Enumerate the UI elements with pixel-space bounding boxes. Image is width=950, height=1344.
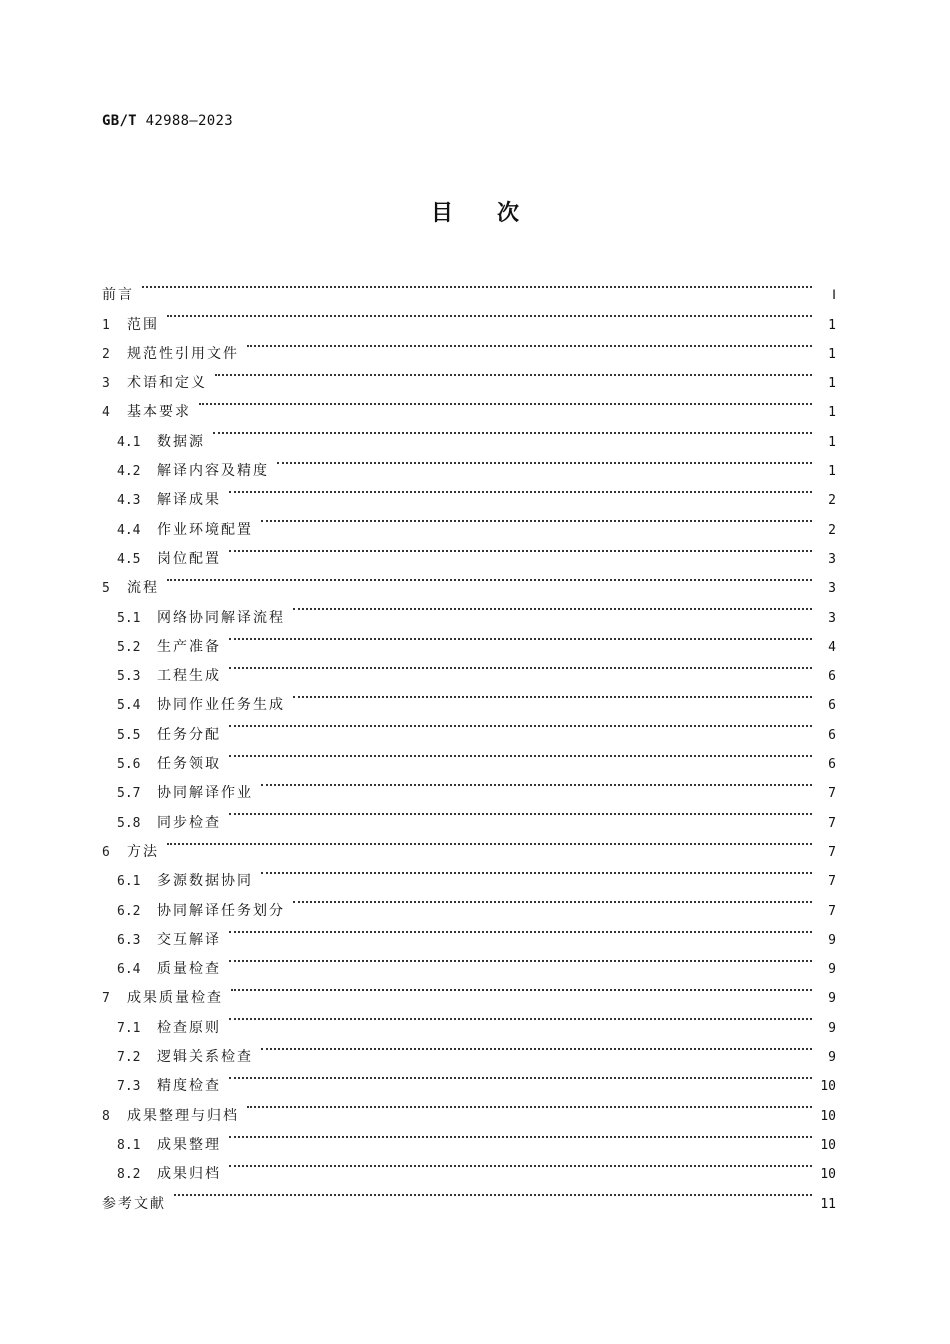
toc-entry-label: 范围 bbox=[127, 316, 159, 333]
toc-entry-page: 6 bbox=[828, 698, 836, 714]
toc-entry[interactable] bbox=[102, 299, 836, 333]
toc-entry-page: 1 bbox=[828, 434, 836, 450]
toc-entry-page: 3 bbox=[828, 581, 836, 597]
toc-entry-number: 1 bbox=[102, 317, 110, 333]
toc-entry-number: 5.8 bbox=[117, 815, 141, 831]
toc-leader-dots bbox=[247, 1090, 812, 1119]
toc-leader-dots bbox=[277, 446, 812, 475]
toc-entry-label: 逻辑关系检查 bbox=[157, 1049, 253, 1066]
toc-entry-page: 9 bbox=[828, 1020, 836, 1036]
toc-leader-dots bbox=[261, 1032, 812, 1061]
toc-entry-page: 10 bbox=[820, 1079, 836, 1095]
toc-entry-label: 网络协同解译流程 bbox=[157, 609, 285, 626]
toc-leader-dots bbox=[293, 592, 812, 621]
toc-leader-dots bbox=[261, 504, 812, 533]
toc-entry-number: 4.3 bbox=[117, 493, 141, 509]
toc-leader-dots bbox=[167, 827, 812, 856]
toc-leader-dots bbox=[293, 885, 812, 914]
standard-code bbox=[102, 113, 233, 129]
toc-entry-label: 工程生成 bbox=[157, 668, 221, 685]
toc-entry-page: 7 bbox=[828, 903, 836, 919]
toc-entry[interactable] bbox=[102, 1178, 836, 1212]
toc-entry-page: 9 bbox=[828, 962, 836, 978]
toc-leader-dots bbox=[199, 387, 812, 416]
toc-entry-label: 前言 bbox=[102, 287, 134, 304]
toc-entry-label: 成果质量检查 bbox=[127, 990, 223, 1007]
toc-leader-dots bbox=[229, 475, 812, 504]
toc-entry-label: 方法 bbox=[127, 843, 159, 860]
toc-entry-number: 6.2 bbox=[117, 903, 141, 919]
toc-entry-number: 8.1 bbox=[117, 1137, 141, 1153]
toc-entry[interactable] bbox=[102, 563, 836, 597]
toc-entry-label: 质量检查 bbox=[157, 961, 221, 978]
toc-entry-page: 10 bbox=[820, 1167, 836, 1183]
toc-entry-number: 5 bbox=[102, 581, 110, 597]
toc-entry-page: 2 bbox=[828, 493, 836, 509]
toc-entry-number: 2 bbox=[102, 346, 110, 362]
toc-entry-number: 8 bbox=[102, 1108, 110, 1124]
toc-entry-number: 7.3 bbox=[117, 1079, 141, 1095]
toc-entry-number: 4.5 bbox=[117, 551, 141, 567]
toc-entry-label: 数据源 bbox=[157, 433, 205, 450]
toc-leader-dots bbox=[167, 563, 812, 592]
toc-entry-label: 成果整理与归档 bbox=[127, 1107, 239, 1124]
toc-entry-number: 6.1 bbox=[117, 874, 141, 890]
toc-entry-page: 9 bbox=[828, 1050, 836, 1066]
toc-entry-label: 任务领取 bbox=[157, 756, 221, 773]
toc-entry-number: 4.2 bbox=[117, 464, 141, 480]
toc-leader-dots bbox=[261, 856, 812, 885]
toc-entry-number: 5.2 bbox=[117, 639, 141, 655]
toc-entry-label: 流程 bbox=[127, 580, 159, 597]
toc-entry-label: 解译成果 bbox=[157, 492, 221, 509]
toc-entry-label: 解译内容及精度 bbox=[157, 463, 269, 480]
toc-entry-number: 4.4 bbox=[117, 522, 141, 538]
toc-entry-label: 同步检查 bbox=[157, 814, 221, 831]
toc-entry-page: 10 bbox=[820, 1108, 836, 1124]
toc-entry-page: 1 bbox=[828, 405, 836, 421]
standard-prefix: GB/T bbox=[102, 113, 137, 129]
toc-entry[interactable] bbox=[102, 270, 836, 304]
toc-entry-number: 8.2 bbox=[117, 1167, 141, 1183]
toc-entry-number: 5.1 bbox=[117, 610, 141, 626]
toc-entry-number: 5.3 bbox=[117, 669, 141, 685]
toc-entry-number: 5.4 bbox=[117, 698, 141, 714]
toc-leader-dots bbox=[229, 709, 812, 738]
toc-entry-page: 1 bbox=[828, 376, 836, 392]
toc-entry[interactable] bbox=[102, 856, 836, 890]
toc-entry-page: 6 bbox=[828, 669, 836, 685]
toc-leader-dots bbox=[229, 1002, 812, 1031]
toc-entry-page: 2 bbox=[828, 522, 836, 538]
toc-leader-dots bbox=[229, 739, 812, 768]
toc-leader-dots bbox=[229, 622, 812, 651]
toc-entry-number: 4.1 bbox=[117, 434, 141, 450]
toc-leader-dots bbox=[229, 1120, 812, 1149]
toc-leader-dots bbox=[215, 358, 812, 387]
toc-leader-dots bbox=[229, 797, 812, 826]
toc-entry-number: 6.4 bbox=[117, 962, 141, 978]
toc-entry[interactable] bbox=[102, 592, 836, 626]
toc-entry-number: 5.7 bbox=[117, 786, 141, 802]
toc-leader-dots bbox=[174, 1178, 812, 1207]
toc-entry-page: 9 bbox=[828, 991, 836, 1007]
toc-entry-label: 岗位配置 bbox=[157, 550, 221, 567]
toc-entry-label: 基本要求 bbox=[127, 404, 191, 421]
toc-leader-dots bbox=[167, 299, 812, 328]
toc-entry-label: 规范性引用文件 bbox=[127, 345, 239, 362]
toc-entry-page: 11 bbox=[820, 1196, 836, 1212]
toc-entry-label: 参考文献 bbox=[102, 1195, 166, 1212]
toc-leader-dots bbox=[142, 270, 812, 299]
toc-entry-page: 1 bbox=[828, 317, 836, 333]
toc-entry-label: 协同解译任务划分 bbox=[157, 902, 285, 919]
toc-entry-page: 4 bbox=[828, 639, 836, 655]
toc-entry-number: 4 bbox=[102, 405, 110, 421]
toc-entry-number: 5.6 bbox=[117, 757, 141, 773]
toc-entry-label: 检查原则 bbox=[157, 1019, 221, 1036]
toc-entry-label: 协同作业任务生成 bbox=[157, 697, 285, 714]
toc-entry-page: 10 bbox=[820, 1137, 836, 1153]
toc-leader-dots bbox=[229, 651, 812, 680]
toc-leader-dots bbox=[229, 534, 812, 563]
toc-entry-label: 生产准备 bbox=[157, 638, 221, 655]
page-title: 目次 bbox=[430, 201, 563, 226]
toc-entry-page: 9 bbox=[828, 932, 836, 948]
toc-entry-page: Ⅰ bbox=[832, 288, 836, 304]
toc-entry-label: 多源数据协同 bbox=[157, 873, 253, 890]
toc-entry-label: 作业环境配置 bbox=[157, 521, 253, 538]
toc-entry-page: 1 bbox=[828, 346, 836, 362]
toc-entry-page: 6 bbox=[828, 757, 836, 773]
toc-leader-dots bbox=[229, 1149, 812, 1178]
toc-entry[interactable] bbox=[102, 387, 836, 421]
toc-entry-label: 精度检查 bbox=[157, 1078, 221, 1095]
toc-entry-number: 6.3 bbox=[117, 932, 141, 948]
toc-leader-dots bbox=[293, 680, 812, 709]
toc-entry-label: 成果整理 bbox=[157, 1136, 221, 1153]
toc-entry-page: 3 bbox=[828, 551, 836, 567]
toc-entry-number: 7.1 bbox=[117, 1020, 141, 1036]
standard-number: 42988—2023 bbox=[145, 113, 233, 129]
toc-entry-page: 1 bbox=[828, 464, 836, 480]
toc-entry-page: 7 bbox=[828, 874, 836, 890]
toc-entry-number: 6 bbox=[102, 844, 110, 860]
toc-entry-number: 7.2 bbox=[117, 1050, 141, 1066]
toc-leader-dots bbox=[229, 944, 812, 973]
toc-entry-page: 7 bbox=[828, 815, 836, 831]
toc-entry-number: 3 bbox=[102, 376, 110, 392]
toc-entry-label: 交互解译 bbox=[157, 931, 221, 948]
toc-entry-page: 7 bbox=[828, 844, 836, 860]
toc-entry-label: 任务分配 bbox=[157, 726, 221, 743]
toc-entry-page: 6 bbox=[828, 727, 836, 743]
toc-entry[interactable] bbox=[102, 416, 836, 450]
toc-leader-dots bbox=[229, 1061, 812, 1090]
toc-entry-label: 术语和定义 bbox=[127, 375, 207, 392]
toc-entry-number: 7 bbox=[102, 991, 110, 1007]
toc-entry-page: 7 bbox=[828, 786, 836, 802]
toc-entry-label: 协同解译作业 bbox=[157, 785, 253, 802]
toc-leader-dots bbox=[231, 973, 812, 1002]
toc-leader-dots bbox=[247, 329, 812, 358]
toc-entry[interactable] bbox=[102, 329, 836, 362]
toc-leader-dots bbox=[213, 416, 812, 445]
toc-entry-label: 成果归档 bbox=[157, 1166, 221, 1183]
toc-leader-dots bbox=[261, 768, 812, 797]
table-of-contents bbox=[102, 270, 836, 1212]
toc-entry-number: 5.5 bbox=[117, 727, 141, 743]
toc-entry-page: 3 bbox=[828, 610, 836, 626]
toc-entry[interactable] bbox=[102, 827, 836, 860]
toc-leader-dots bbox=[229, 915, 812, 944]
